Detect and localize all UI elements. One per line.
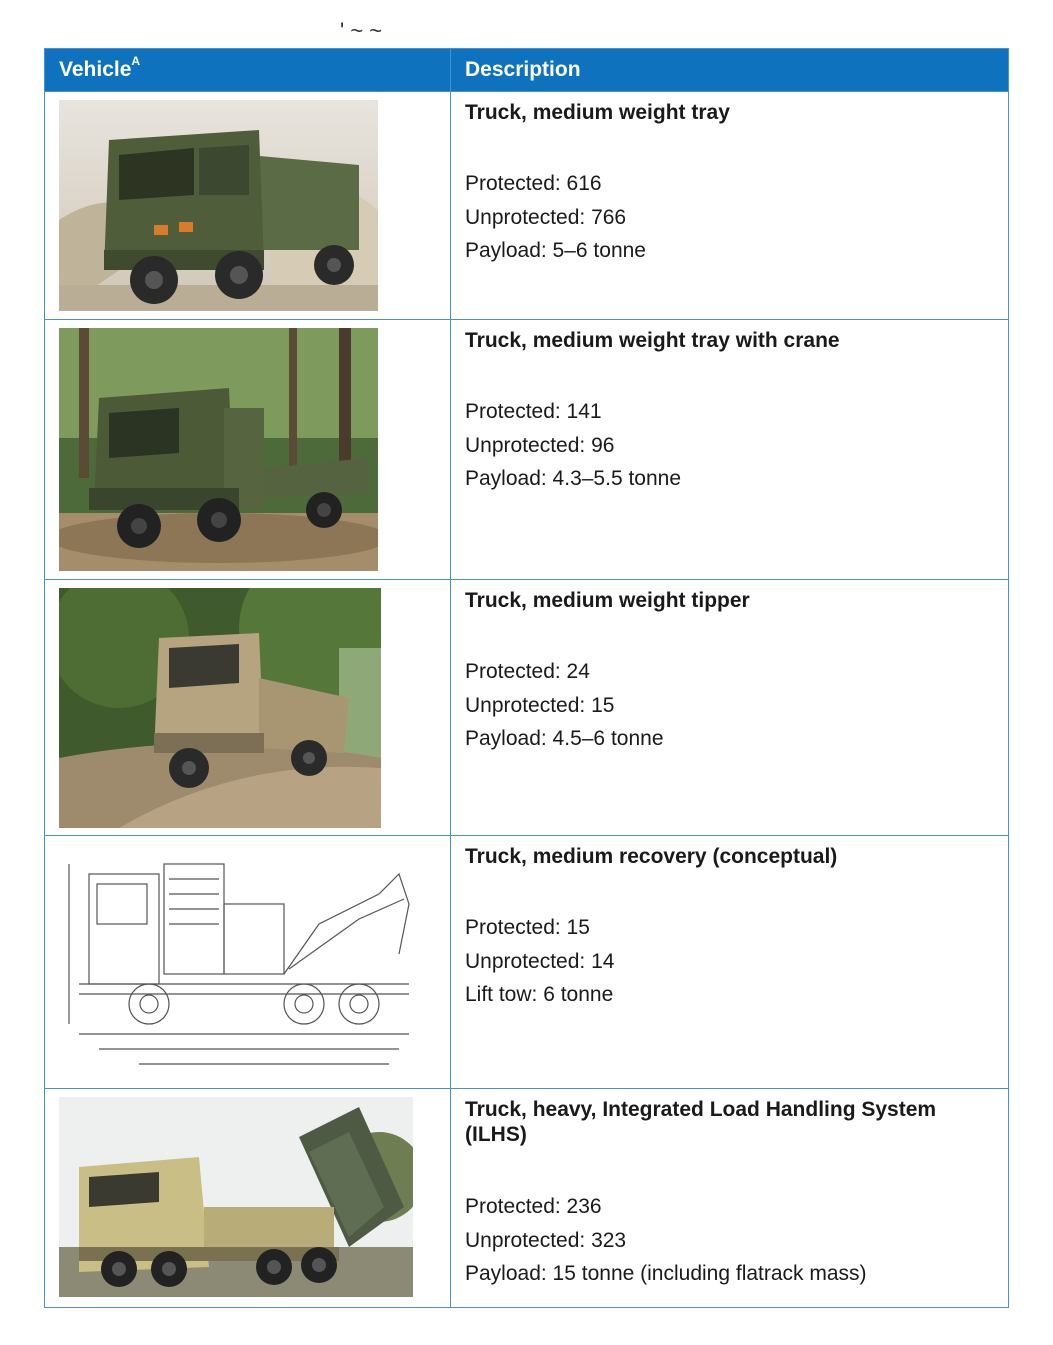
column-header-description: Description: [451, 49, 1009, 92]
payload-value: Payload: 4.3–5.5 tonne: [465, 467, 682, 490]
column-header-vehicle: Vehicle$^A$: [45, 49, 451, 92]
truck-green-tray-photo: [59, 100, 378, 311]
vehicle-image-cell: [45, 1089, 451, 1308]
protected-count: Protected: 236: [465, 1195, 602, 1218]
vehicle-description-cell: [451, 320, 1009, 580]
unprotected-count: Unprotected: 14: [465, 949, 615, 973]
table-row: [45, 1089, 1009, 1308]
lift-tow-value: Lift tow: 6 tonne: [465, 983, 614, 1006]
vehicle-image-cell: [45, 580, 451, 836]
table-row: [45, 320, 1009, 580]
payload-value: Payload: 5–6 tonne: [465, 239, 646, 262]
protected-count: Protected: 616: [465, 172, 602, 195]
vehicle-image-cell: [45, 836, 451, 1089]
unprotected-count: Unprotected: 323: [465, 1228, 627, 1252]
vehicle-description-cell: [451, 1089, 1009, 1308]
unprotected-count: Unprotected: 96: [465, 433, 615, 457]
table-row: [45, 836, 1009, 1089]
ilhs-truck-photo: [59, 1097, 413, 1297]
vehicle-title: Truck, medium weight tray with crane: [465, 329, 840, 352]
vehicle-description-cell: [451, 92, 1009, 320]
vehicle-title: Truck, medium weight tipper: [465, 589, 750, 612]
vehicle-description-cell: [451, 580, 1009, 836]
vehicle-title: Truck, heavy, Integrated Load Handling System (ILHS): [465, 1098, 937, 1146]
payload-value: Payload: 15 tonne (including flatrack mass): [465, 1262, 867, 1285]
vehicle-image-cell: [45, 320, 451, 580]
protected-count: Protected: 15: [465, 916, 590, 939]
payload-value: Payload: 4.5–6 tonne: [465, 727, 664, 750]
unprotected-count: Unprotected: 15: [465, 693, 615, 717]
vehicle-title: Truck, medium recovery (conceptual): [465, 845, 838, 868]
unprotected-count: Unprotected: 766: [465, 205, 627, 229]
cropped-heading-fragment: ' ~ ~: [340, 22, 383, 40]
vehicle-table: [44, 48, 1009, 1308]
table-row: [45, 92, 1009, 320]
table-header-row: [45, 49, 1009, 92]
recovery-truck-drawing: [59, 844, 421, 1074]
vehicle-title: Truck, medium weight tray: [465, 101, 730, 124]
truck-tipper-photo: [59, 588, 381, 828]
protected-count: Protected: 141: [465, 400, 602, 423]
vehicle-description-cell: [451, 836, 1009, 1089]
protected-count: Protected: 24: [465, 660, 590, 683]
table-row: [45, 580, 1009, 836]
truck-forest-crane-photo: [59, 328, 378, 571]
vehicle-image-cell: [45, 92, 451, 320]
footnote-marker: A: [131, 54, 141, 68]
